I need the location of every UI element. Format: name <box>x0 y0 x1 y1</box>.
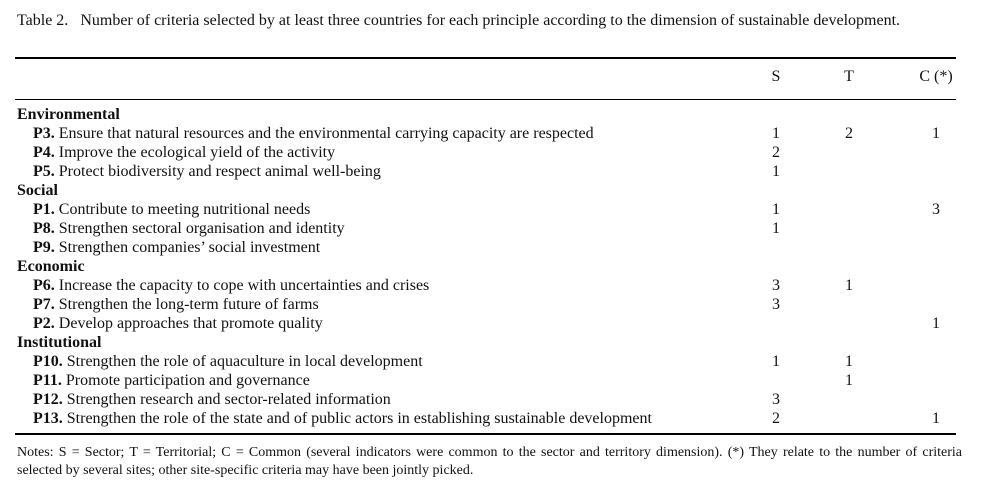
cell-s: 1 <box>772 220 780 237</box>
principle-label <box>33 200 310 219</box>
cell-c: 1 <box>932 315 940 332</box>
principle-code: P11. <box>33 372 62 389</box>
principle-text: Strengthen sectoral organisation and identity <box>58 220 345 237</box>
cell-t: 1 <box>845 277 853 294</box>
section-title: Institutional <box>17 334 102 351</box>
section-row <box>0 257 995 276</box>
principle-code: P2. <box>33 315 55 332</box>
principle-text: Protect biodiversity and respect animal well-being <box>58 163 381 180</box>
principle-label <box>33 390 391 409</box>
bottom-rule <box>15 433 956 435</box>
principle-label <box>33 219 345 238</box>
principle-code: P13. <box>33 410 63 427</box>
caption-text: Number of criteria selected by at least three countries for each principle according to the dimension of sustainable development. <box>80 12 901 29</box>
principle-code: P8. <box>33 220 55 237</box>
caption-label: Table 2. <box>17 12 69 29</box>
principle-code: P1. <box>33 201 55 218</box>
principle-text: Promote participation and governance <box>65 372 310 389</box>
section-row <box>0 105 995 124</box>
principle-code: P9. <box>33 239 55 256</box>
section-title: Social <box>17 182 58 199</box>
table-row <box>0 295 995 314</box>
cell-s: 2 <box>772 144 780 161</box>
principle-code: P7. <box>33 296 55 313</box>
table-row <box>0 238 995 257</box>
cell-s: 3 <box>772 391 780 408</box>
column-header-t: T <box>844 68 854 85</box>
section-row <box>0 333 995 352</box>
table-notes: Notes: S = Sector; T = Territorial; C = Common (several indicators were common to the sector and territory dimension). (*) They relate to the number of criteria selected by several sites; other site-specific criteria may have been jointly picked. <box>17 445 962 478</box>
cell-t: 2 <box>845 125 853 142</box>
table-row <box>0 371 995 390</box>
principle-label <box>33 124 594 143</box>
cell-t: 1 <box>845 372 853 389</box>
cell-s: 1 <box>772 201 780 218</box>
principle-label <box>33 314 323 333</box>
principle-text: Develop approaches that promote quality <box>58 315 323 332</box>
principle-label <box>33 295 319 314</box>
principle-text: Strengthen the role of aquaculture in local development <box>66 353 423 370</box>
principle-code: P10. <box>33 353 63 370</box>
cell-c: 1 <box>932 125 940 142</box>
table-row <box>0 352 995 371</box>
principle-code: P4. <box>33 144 55 161</box>
principle-text: Strengthen companies’ social investment <box>58 239 321 256</box>
column-header-s: S <box>771 68 781 85</box>
principle-label <box>33 352 423 371</box>
cell-s: 2 <box>772 410 780 427</box>
cell-s: 3 <box>772 296 780 313</box>
principle-label <box>33 238 320 257</box>
header-rule <box>15 99 956 100</box>
cell-s: 1 <box>772 163 780 180</box>
table-row <box>0 162 995 181</box>
section-title: Economic <box>17 258 85 275</box>
section-title: Environmental <box>17 106 120 123</box>
cell-s: 3 <box>772 277 780 294</box>
principle-text: Increase the capacity to cope with uncertainties and crises <box>58 277 430 294</box>
principle-label <box>33 143 335 162</box>
table-row <box>0 219 995 238</box>
table-row <box>0 314 995 333</box>
principle-code: P5. <box>33 163 55 180</box>
table-row <box>0 390 995 409</box>
principle-label <box>33 371 310 390</box>
principle-label <box>33 162 381 181</box>
cell-s: 1 <box>772 353 780 370</box>
principle-text: Strengthen the role of the state and of public actors in establishing sustainable development <box>66 410 652 427</box>
cell-c: 1 <box>932 410 940 427</box>
table-row <box>0 124 995 143</box>
cell-s: 1 <box>772 125 780 142</box>
principle-text: Strengthen research and sector-related information <box>66 391 391 408</box>
cell-t: 1 <box>845 353 853 370</box>
table-row <box>0 409 995 428</box>
principle-code: P3. <box>33 125 55 142</box>
principle-code: P6. <box>33 277 55 294</box>
column-header-c: C (*) <box>919 68 953 85</box>
cell-c: 3 <box>932 201 940 218</box>
principle-code: P12. <box>33 391 63 408</box>
principle-text: Improve the ecological yield of the activity <box>58 144 336 161</box>
principle-label <box>33 276 429 295</box>
table-caption <box>17 11 957 30</box>
principle-text: Contribute to meeting nutritional needs <box>58 201 311 218</box>
principle-text: Strengthen the long-term future of farms <box>58 296 319 313</box>
principle-label <box>33 409 652 428</box>
top-rule <box>15 57 956 59</box>
principle-text: Ensure that natural resources and the environmental carrying capacity are respected <box>58 125 594 142</box>
table-row <box>0 200 995 219</box>
table-row <box>0 276 995 295</box>
section-row <box>0 181 995 200</box>
table-row <box>0 143 995 162</box>
